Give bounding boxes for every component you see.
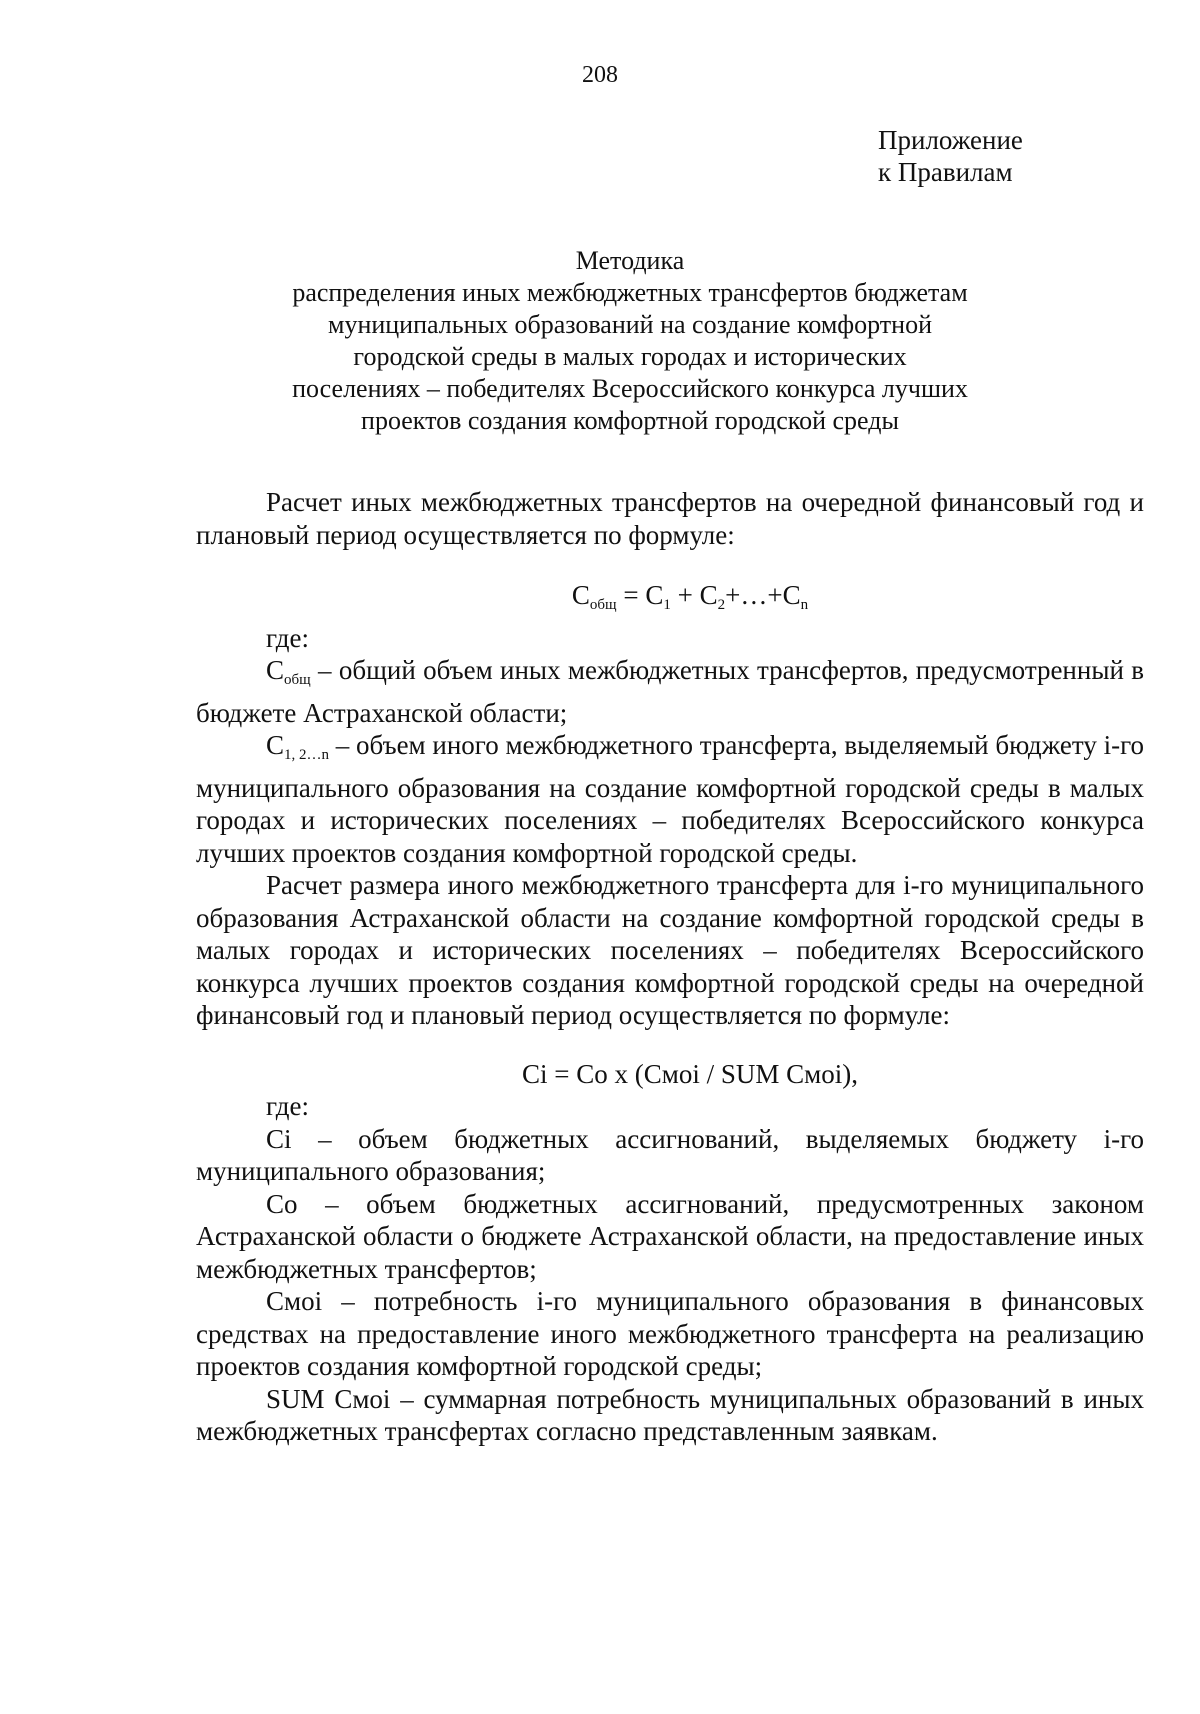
calculation-paragraph: Расчет размера иного межбюджетного трансферта для i-го муниципального образования Астраханской области на создание комфортной городской среды в малых городах и исторических поселениях – победителях Всероссийского конкурса лучших проектов создания комфортной городской среды на очередной финансовый год и плановый период осуществляется по формуле: [196,870,1144,1030]
where-label-2: где: [266,1091,309,1121]
document-title [0,245,1200,437]
where-label-1: где: [266,622,309,653]
definition-c-n: $С_{1, 2\dots n}$ – объем иного межбюджетного трансферта, выделяемый бюджету i-го муниципального образования на создание комфортной городской среды в малых городах и исторических поселениях – победителях Всероссийского конкурса лучших проектов создания комфортной городской среды. [196,730,1144,868]
intro-paragraph: Расчет иных межбюджетных трансфертов на очередной финансовый год и плановый период осуществляется по формуле: [196,487,1144,550]
definition-total: $С_{общ}$ – общий объем иных межбюджетных трансфертов, предусмотренный в бюджете Астраханской области; [196,655,1144,728]
title-line-5: поселениях – победителях Всероссийского конкурса лучших [292,374,968,403]
title-line-2: распределения иных межбюджетных трансфертов бюджетам [292,278,968,307]
definition-sum-cmoi: SUM Cмоi – суммарная потребность муниципальных образований в иных межбюджетных трансфертах согласно представленным заявкам. [196,1383,1144,1446]
body-text [196,486,1144,1448]
appendix-line-2: к Правилам [878,157,1013,187]
title-line-1: Методика [575,246,685,275]
formula-total: $С_{общ} = С_1$ + $С_2+\dots+С_n$ [571,580,809,613]
formula-ci: Ci = Co x (Cмоi / SUM Cмоi), [522,1058,858,1089]
title-line-4: городской среды в малых городах и исторических [353,342,907,371]
appendix-line-1: Приложение [878,125,1023,155]
title-line-3: муниципальных образований на создание комфортной [327,310,932,339]
page-number: 208 [582,62,618,88]
definition-cmoi: Cмоi – потребность i-го муниципального образования в финансовых средствах на предоставление иного межбюджетного трансферта на реализацию проектов создания комфортной городской среды; [196,1286,1144,1381]
appendix-header [878,124,1023,188]
definition-co: Co – объем бюджетных ассигнований, предусмотренных законом Астраханской области о бюджете Астраханской области, на предоставление иных межбюджетных трансфертов; [196,1188,1144,1284]
definition-ci: Ci – объем бюджетных ассигнований, выделяемых бюджету i-го муниципального образования; [196,1123,1144,1186]
title-line-6: проектов создания комфортной городской среды [361,406,899,435]
